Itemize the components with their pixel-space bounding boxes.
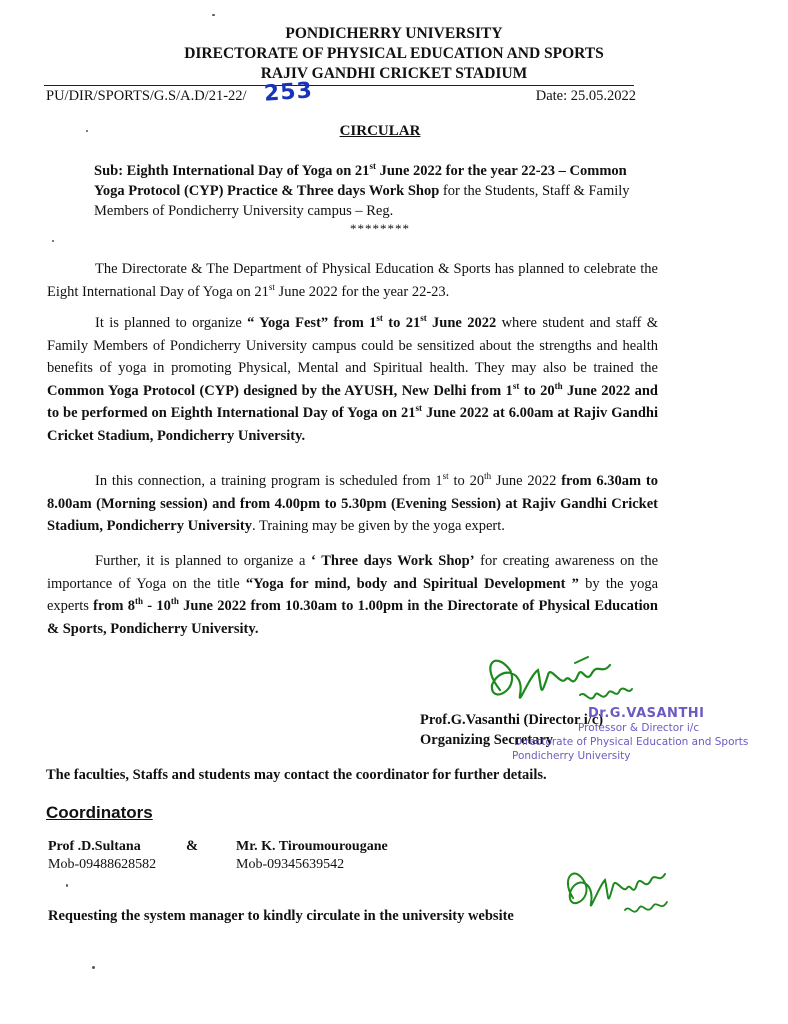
para3-sup-1: st (442, 471, 449, 482)
coordinator-2-mobile: Mob-09345639542 (236, 857, 345, 872)
para4-bold-1: ‘ Three days Work Shop’ (311, 553, 475, 569)
subject-bold-1: Eighth International Day of Yoga on 21 (126, 163, 370, 179)
reference-row (46, 78, 636, 107)
coordinator-2 (236, 838, 388, 874)
para2-bold-4: Common Yoga Protocol (CYP) designed by the AYUSH, New Delhi from 1 (47, 382, 513, 399)
coordinators-heading: Coordinators (46, 803, 153, 822)
stamp-designation: Professor & Director i/c (578, 722, 700, 734)
scan-speck (66, 884, 68, 887)
para2-bold-1: “ Yoga Fest” from 1 (247, 315, 377, 331)
directorate-name: DIRECTORATE OF PHYSICAL EDUCATION AND SPORTS (184, 45, 604, 62)
subject-block (94, 161, 654, 221)
para4-bold-4: - 10 (143, 598, 171, 615)
request-note: Requesting the system manager to kindly circulate in the university website (48, 908, 514, 924)
header-divider (44, 85, 634, 86)
para3-text-2: to 20 (448, 473, 485, 489)
para4-sup-2: th (170, 596, 179, 607)
para3-sup-2: th (484, 471, 492, 482)
paragraph-training (47, 470, 658, 538)
paragraph-intro (47, 258, 658, 303)
para2-bold-5: to 20 (519, 382, 555, 399)
paragraph-yoga-fest (47, 312, 658, 448)
reference-number: PU/DIR/SPORTS/G.S/A.D/21-22/ (46, 88, 247, 104)
scan-speck (92, 966, 95, 969)
para2-text-2: where student and staff & Family Members of Pondicherry University campus could be sensitized about the strengths and health benefits of yoga in promoting Physical, Mental and Spiritual health. They may also be trained the (47, 315, 658, 377)
para2-bold-7: June 2022 at 6.00am at Rajiv Gandhi Cricket Stadium, Pondicherry University. (47, 405, 658, 444)
stadium-name: RAJIV GANDHI CRICKET STADIUM (260, 65, 528, 82)
para3-text-1: In this connection, a training program is scheduled from 1 (95, 473, 443, 489)
coordinator-1-mobile: Mob-09488628582 (48, 857, 157, 872)
subject-bold-2: June 2022 for the year 22-23 – Common Yoga Protocol (CYP) Practice & Three days Work Shop (94, 163, 627, 199)
para4-text-3: by the yoga experts (47, 575, 659, 615)
separator-stars: ******** (350, 221, 410, 236)
stamp-name: Dr.G.VASANTHI (588, 706, 705, 721)
signatory-role: Organizing Secretary (420, 732, 554, 748)
para3-bold-1: from 6.30am to 8.00am (Morning session) and from 4.00pm to 5.30pm (Evening Session) at Rajiv Gandhi Cricket Stadium, Pondicherry University (47, 473, 658, 535)
para2-sup-4: th (554, 380, 563, 391)
para3-text-4: . Training may be given by the yoga expert. (252, 518, 505, 535)
subject-rest: for the Students, Staff & Family Members of Pondicherry University campus – Reg. (94, 183, 630, 219)
scan-speck (52, 240, 54, 242)
para4-bold-5: June 2022 from 10.30am to 1.00pm in the Directorate of Physical Education & Sports, Pondicherry University. (47, 598, 658, 637)
stamp-directorate: Directorate of Physical Education and Sports (514, 736, 749, 748)
signatory-name: Prof.G.Vasanthi (Director i/c) (420, 712, 604, 728)
paragraph-workshop (47, 550, 658, 640)
para2-sup-3: st (512, 380, 520, 391)
letterhead (0, 24, 788, 84)
para2-sup-2: st (420, 313, 427, 324)
scan-speck (86, 130, 88, 132)
circular-title: CIRCULAR (339, 123, 421, 139)
director-signature-2 (555, 858, 685, 928)
coordinator-ampersand: & (186, 838, 199, 854)
circular-date: Date: 25.05.2022 (535, 88, 636, 104)
para4-bold-2: “Yoga for mind, body and Spiritual Development ” (245, 575, 579, 592)
para1-text-1: The Directorate & The Department of Physical Education & Sports has planned to celebrate the Eight International Day of Yoga on 21 (47, 261, 658, 300)
subject-prefix: Sub: (94, 163, 127, 179)
university-name: PONDICHERRY UNIVERSITY (285, 25, 503, 42)
para2-bold-2: to 21 (382, 315, 421, 331)
handwritten-number: 253 (263, 78, 314, 107)
para2-sup-5: st (415, 403, 423, 414)
coordinator-1 (48, 838, 156, 874)
coordinator-1-name: Prof .D.Sultana (48, 839, 141, 854)
subject-sup-1: st (369, 161, 376, 172)
contact-note: The faculties, Staffs and students may contact the coordinator for further details. (46, 767, 547, 783)
para4-bold-3: from 8 (93, 598, 135, 615)
para1-text-2: June 2022 for the year 22-23. (274, 283, 450, 300)
para2-bold-6: June 2022 and to be performed on Eighth International Day of Yoga on 21 (47, 382, 658, 422)
para2-bold-3: June 2022 (426, 315, 497, 331)
para2-sup-1: st (376, 313, 383, 324)
stamp-university: Pondicherry University (512, 750, 631, 762)
para4-text-1: Further, it is planned to organize a (95, 553, 312, 569)
para3-text-3: June 2022 (491, 473, 562, 489)
scan-speck (212, 14, 215, 16)
coordinator-2-name: Mr. K. Tiroumourougane (236, 839, 388, 854)
para2-text-1: It is planned to organize (95, 315, 248, 331)
para4-text-2: for creating awareness on the importance of Yoga on the title (47, 553, 659, 592)
para1-sup-1: st (268, 281, 275, 292)
para4-sup-1: th (134, 596, 143, 607)
